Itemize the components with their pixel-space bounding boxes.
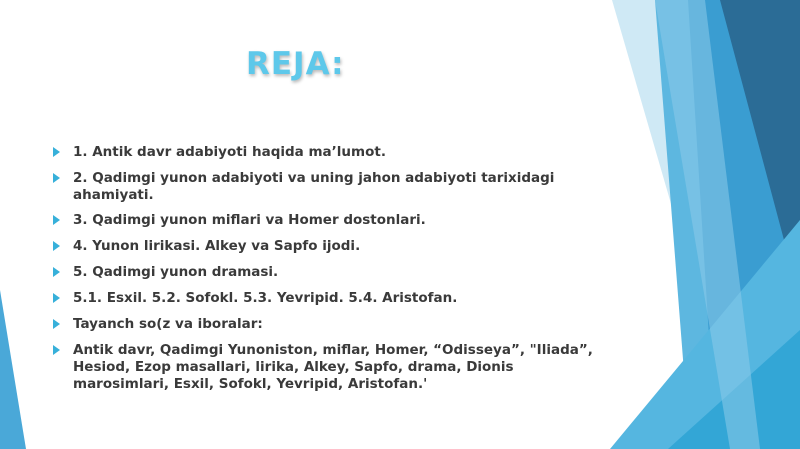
bullet-arrow-icon	[53, 293, 60, 303]
bullet-text: 3. Qadimgi yunon miflari va Homer dostonlari.	[73, 212, 426, 228]
bullet-text: Antik davr, Qadimgi Yunoniston, miflar, Homer, “Odisseya”, "Iliada”, Hesiod, Ezop masallari, lirika, Alkey, Sapfo, drama, Dionis marosimlari, Esxil, Sofokl, Yevripid, Aristofan.'	[73, 342, 593, 392]
bullet-text: 5. Qadimgi yunon dramasi.	[73, 264, 279, 280]
bullet-arrow-icon	[53, 267, 60, 277]
bullet-item	[52, 342, 597, 393]
bullet-arrow-icon	[53, 345, 60, 355]
bullet-text: Tayanch so(z va iboralar:	[73, 316, 263, 332]
bullet-item	[52, 290, 597, 307]
bullet-arrow-icon	[53, 241, 60, 251]
bullet-arrow-icon	[53, 147, 60, 157]
bullet-arrow-icon	[53, 215, 60, 225]
bullet-text: 1. Antik davr adabiyoti haqida ma’lumot.	[73, 144, 386, 160]
bullet-text: 5.1. Esxil. 5.2. Sofokl. 5.3. Yevripid. 5.4. Aristofan.	[73, 290, 458, 306]
bullet-item	[52, 316, 597, 333]
slide-title: REJA:	[246, 46, 345, 82]
bullet-item	[52, 238, 597, 255]
bullet-item	[52, 170, 597, 204]
bullet-text: 2. Qadimgi yunon adabiyoti va uning jahon adabiyoti tarixidagi ahamiyati.	[73, 170, 555, 203]
decor-left-shard	[0, 290, 26, 449]
bullet-arrow-icon	[53, 173, 60, 183]
bullet-item	[52, 264, 597, 281]
bullet-item	[52, 144, 597, 161]
bullet-arrow-icon	[53, 319, 60, 329]
bullet-list	[52, 144, 597, 402]
bullet-text: 4. Yunon lirikasi. Alkey va Sapfo ijodi.	[73, 238, 361, 254]
bullet-item	[52, 212, 597, 229]
